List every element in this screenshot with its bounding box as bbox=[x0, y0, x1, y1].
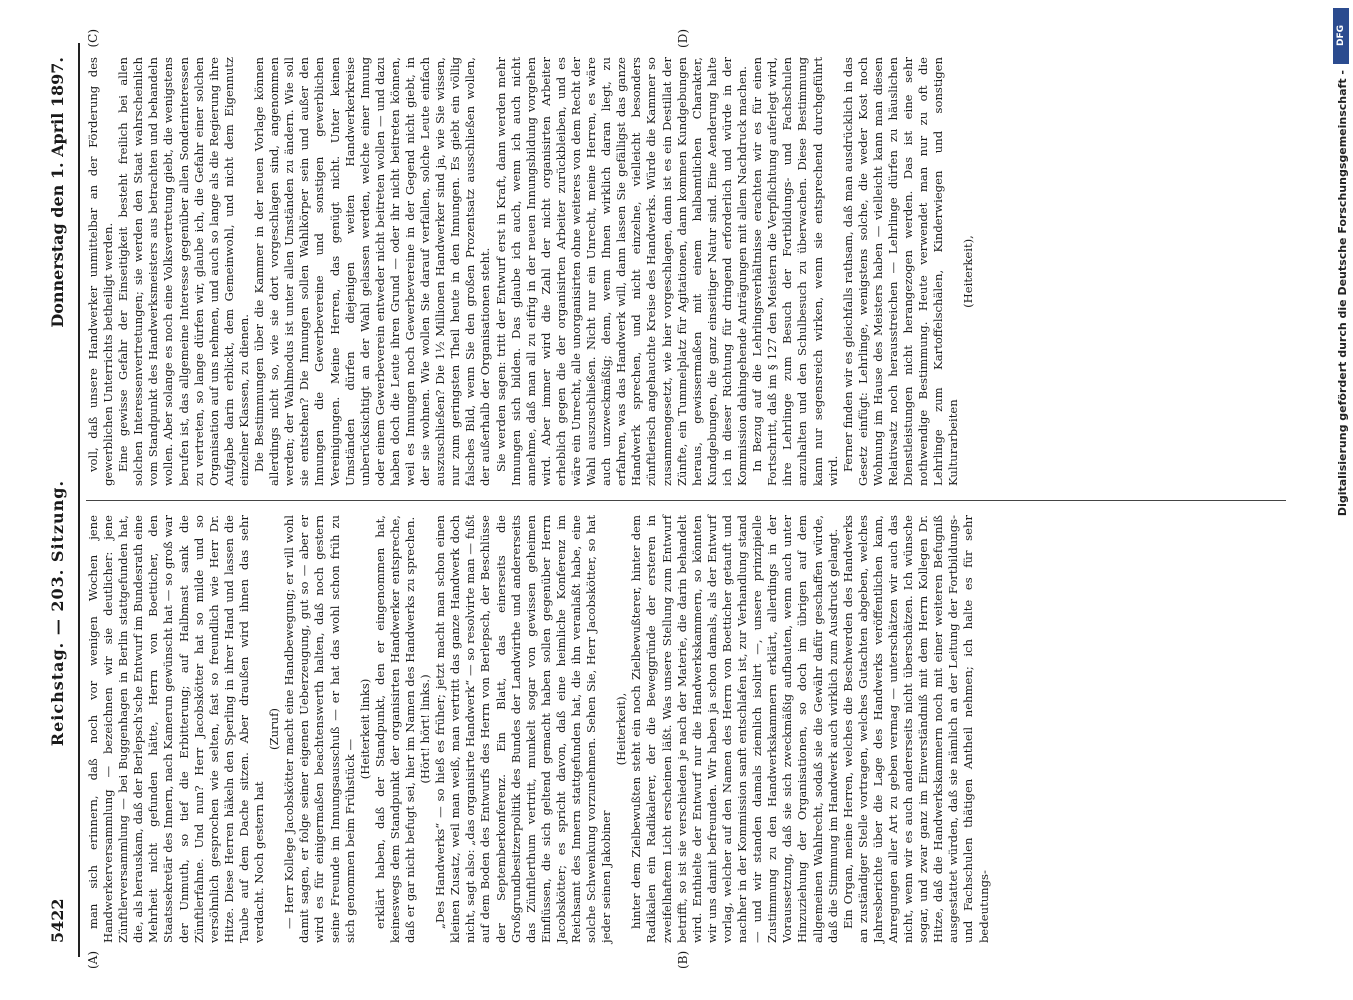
stage-direction: (Zuruf) bbox=[267, 708, 282, 750]
paragraph: Die Bestimmungen über die Kammer in der neuen Vorlage können allerdings nicht so, wie sie dort vorgeschlagen sind, angenommen werden; der Wahlmodus ist unter allen Umständen zu ändern. Wie soll sie entstehen? Die Innungen sollen Wahlkörper sein und außer den Innungen die Gewerbevereine und sonstigen gewerblichen Vereinigungen. Meine Herren, das genügt nicht. Unter keinen Umständen dürfen diejenigen weiten Handwerkerkreise unberücksichtigt an der Wahl gelassen werden, welche einer Innung oder einem Gewerbeverein entweder nicht beitreten wollen — und dazu haben doch die Leute ihren Grund — oder ihr nicht beitreten können, weil es Innungen noch Gewerbevereine in der Gegend nicht giebt, in der sie wohnen. Wie wollen Sie darauf verfallen, solche Leute einfach auszuschließen? Die 1½ Millionen Handwerker sind ja, wie Sie wissen, nur zum geringsten Theil heute in den Innungen. Es giebt ein völlig falsches Bild, wenn Sie den großen Prozentsatz ausschließen wollen, der außerhalb der Organisationen steht. bbox=[252, 57, 493, 486]
margin-marker-a: (A) bbox=[86, 950, 100, 969]
paragraph: „Des Handwerks“ — so hieß es früher; jetzt macht man schon einen kleinen Zusatz, weil man weiß, man vertritt das ganze Handwerk doch nicht, sagt also: „das organisirte Handwerk“ — so resolvirte man — fußt auf dem Boden des Entwurfs des Herrn von Berlepsch, der Beschlüsse der Septemberkonferenz. Ein Blatt, das einerseits die Großgrundbesitzerpolitik des Bundes der Landwirthe und andererseits das Zünftlerthum vertritt, munkelt sogar von gewissen geheimen Einflüssen, die sich geltend gemacht haben sollen gegenüber Herrn Jacobskötter; es spricht davon, daß eine heimliche Konferenz im Reichsamt des Innern stattgefunden hat, die ihn veranlaßt habe, eine solche Schwenkung vorzunehmen. Sehen Sie, Herr Jacobskötter, so hat jeder seinen Jakobiner bbox=[433, 515, 614, 943]
paragraph: voll, daß unsere Handwerker unmittelbar an der Förderung des gewerblichen Unterrichts betheiligt werden. bbox=[86, 57, 116, 486]
margin-marker-d: (D) bbox=[676, 29, 690, 48]
paragraph: — Herr Kollege Jacobskötter macht eine Handbewegung; er will wohl damit sagen, er folge seiner eigenen Ueberzeugung, gut so — aber er wird es für einigermaßen beachtenswerth halten, daß noch gestern seine Freunde im Innungsausschuß — er hat das wohl schon früh zu sich genommen beim Frühstück — bbox=[282, 515, 357, 943]
paragraph: Sie werden sagen: tritt der Entwurf erst in Kraft, dann werden mehr Innungen sich bilden. Das glaube ich auch, wenn ich auch nicht annehme, daß man all zu eifrig in der neuen Innungsbildung vorgehen wird. Aber immer wird die Zahl der nicht organisirten Arbeiter erheblich gegen die der organisirten Arbeiter zurückbleiben, und es wäre ein Unrecht, alle unorganisirten ohne weiteres von dem Recht der Wahl auszuschließen. Nicht nur ein Unrecht, meine Herren, es wäre auch unzweckmäßig; denn, wenn Ihnen wirklich daran liegt, zu erfahren, was das Handwerk will, dann lassen Sie gefälligst das ganze Handwerk sprechen, und nicht einzelne, vielleicht besonders zünftlerisch angehauchte Kreise des Handwerks. Würde die Kammer so zusammengesetzt, wie hier vorgeschlagen, dann ist es ein Destillat der Zünfte, ein Tummelplatz für Agitationen, dann kommen Kundgebungen heraus, gewissermaßen mit einem halbamtlichen Charakter, Kundgebungen, die ganz einseitiger Natur sind. Eine Aenderung halte ich in dieser Richtung für dringend erforderlich und würde in der Kommission dahingehende Anträgungen mit allem Nachdruck machen. bbox=[493, 57, 750, 486]
left-column bbox=[86, 500, 1286, 969]
dfg-logo-text: DFG bbox=[1336, 25, 1346, 47]
text-columns bbox=[86, 29, 1286, 969]
margin-marker-c: (C) bbox=[86, 29, 100, 48]
stage-direction: (Heiterkeit), bbox=[614, 692, 629, 766]
paragraph: Eine gewisse Gefahr der Einseitigkeit besteht freilich bei allen solchen Interessenvertretungen; sie werden den Staat wahrscheinlich vom Standpunkt des Handwerksmeisters aus betrachten und behandeln wollen. Aber solange es noch eine Volksvertretung giebt, die wenigstens berufen ist, das allgemeine Interesse gegenüber allen Sonderinteressen zu vertreten, so lange dürfen wir, glaube ich, die Gefahr einer solchen Organisation auf uns nehmen, und auch so lange als die Regierung ihre Aufgabe darin erblickt, dem Gemeinwohl, und nicht dem Eigennutz einzelner Klassen, zu dienen. bbox=[116, 57, 251, 486]
paragraph: Ein Organ, meine Herren, welches die Beschwerden des Handwerks an zuständiger Stelle vortragen, welches Gutachten abgeben, welches Jahresberichte über die Lage des Handwerks veröffentlichen kann, Anregungen aller Art zu geben vermag — unterschätzen wir auch das nicht, wenn wir es auch andererseits nicht überschätzen. Ich wünsche sogar, und zwar ganz im Einverständniß mit dem Herrn Kollegen Dr. Hitze, daß die Handwerkskammern noch mit einer weiteren Befugniß ausgestattet würden, daß sie nämlich an der Leitung der Fortbildungs- und Fachschulen thätigen Antheil nehmen; ich halte es für sehr bedeutungs- bbox=[840, 515, 991, 943]
rotated-page bbox=[40, 25, 1310, 975]
paragraph: hinter dem Zielbewußten steht ein noch Zielbewußterer, hinter dem Radikalen ein Radikalerer, der die Beweggründe der ersteren in zweifelhaftem Licht erscheinen läßt. Was unsere Stellung zum Entwurf betrifft, so ist sie verschieden je nach der Materie, die darin behandelt wird. Enthielte der Entwurf nur die Handwerkskammern, so könnten wir uns damit befreunden. Wir haben ja schon damals, als der Entwurf vorlag, welcher auf den Namen des Herrn von Boetticher getauft und nachher in der Kommission sanft entschlafen ist, zur Verhandlung stand — und wir standen damals ziemlich isolirt —, unsere prinzipielle Zustimmung zu den Handwerkskammern erklärt, allerdings in der Voraussetzung, daß sie sich zweckmäßig aufbauten, wenn auch unter Hinzuziehung der Organisationen, so doch im übrigen auf dem allgemeinen Wahlrecht, sodaß sie die Gewähr dafür geschaffen würde, daß die Stimmung im Handwerk auch wirklich zum Ausdruck gelangt. bbox=[629, 515, 840, 943]
stage-direction: (Heiterkeit), bbox=[961, 235, 976, 308]
header-rule bbox=[78, 43, 80, 957]
page-title: Reichstag. — 203. Sitzung. bbox=[48, 479, 67, 747]
stage-direction: (Hört! hört! links.) bbox=[418, 674, 433, 784]
paragraph: erklärt haben, daß der Standpunkt, den er eingenommen hat, keineswegs dem Standpunkt der organisirten Handwerker entspreche, daß er gar nicht befugt sei, hier im Namen des Handwerks zu sprechen. bbox=[372, 515, 417, 943]
digitization-attribution: Digitalisierung gefördert durch die Deutsche Forschungsgemeinschaft - bbox=[1336, 70, 1349, 517]
paragraph: Ferner finden wir es gleichfalls rathsam, daß man ausdrücklich in das Gesetz einfügt: Lehrlinge, wenigstens solche, die weder Kost noch Wohnung im Hause des Meisters haben — vielleicht kann man diesen Relativsatz noch herausstreichen — Lehrlinge dürfen zu häuslichen Dienstleistungen nicht herangezogen werden. Das ist eine sehr nothwendige Bestimmung. Heute verwendet man nur zu oft die Lehrlinge zum Kartoffelschälen, Kinderwiegen und sonstigen Kulturarbeiten bbox=[840, 57, 961, 486]
page-header bbox=[48, 43, 76, 957]
dfg-logo bbox=[1333, 8, 1349, 64]
page-date: Donnerstag den 1. April 1897. bbox=[48, 57, 67, 328]
margin-marker-b: (B) bbox=[676, 950, 690, 969]
paragraph: man sich erinnern, daß noch vor wenigen Wochen jene Handwerkerversammlung — bezeichnen wir sie deutlicher: jene Zünftlerversammlung — bei Buggenhagen in Berlin stattgefunden hat, die, als herauskam, daß der Berlepsch'sche Entwurf im Bundesrath eine Mehrheit nicht gefunden hätte, Herrn von Boetticher, den Staatssekretär des Innern, nach Kamerun gewünscht hat — so groß war der Unmuth, so tief die Erbitterung; auf Halbmast sank die Zünftlerfahne. Und nun? Herr Jacobskötter hat so milde und so versöhnlich gesprochen wie selten, fast so freundlich wie Herr Dr. Hitze. Diese Herren häkeln den Sperling in ihrer Hand und lassen die Taube auf dem Dache sitzen. Aber draußen wird ihnen das sehr verdacht. Noch gestern hat bbox=[86, 515, 267, 943]
stage-direction: (Heiterkeit links) bbox=[357, 678, 372, 780]
page-number: 5422 bbox=[48, 898, 67, 943]
right-column bbox=[86, 29, 1286, 500]
paragraph: In Bezug auf die Lehrlingsverhältnisse erachten wir es für einen Fortschritt, daß im § 127 den Meistern die Verpflichtung auferlegt wird, ihre Lehrlinge zum Besuch der Fortbildungs- und Fachschulen anzuhalten und den Schulbesuch zu überwachen. Diese Bestimmung kann nur segensreich wirken, wenn sie entsprechend durchgeführt wird. bbox=[750, 57, 840, 486]
